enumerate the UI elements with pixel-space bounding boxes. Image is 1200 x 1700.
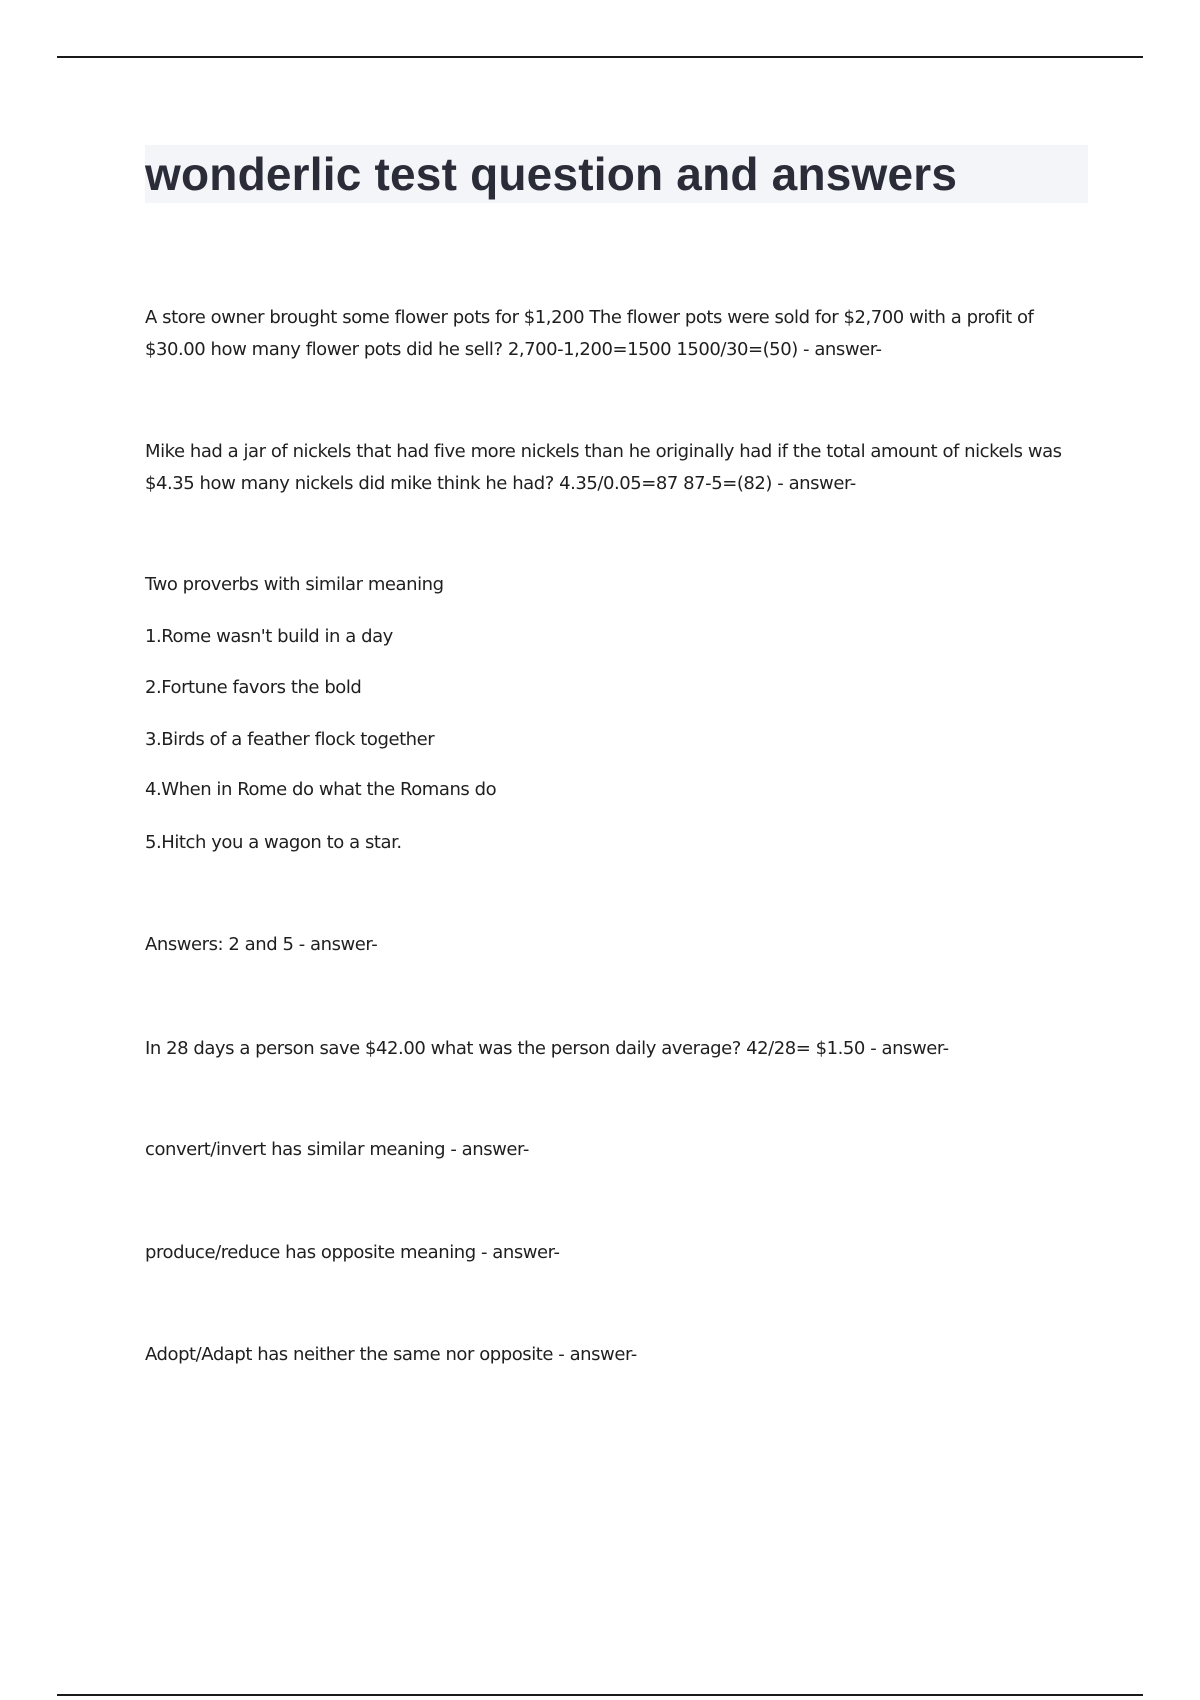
question-nickels: Mike had a jar of nickels that had five more nickels than he originally had if the total amount of nickels was $4.35 how many nickels did mike think he had? 4.35/0.05=87 87-5=(82) - answer- <box>145 441 1062 494</box>
document-title: wonderlic test question and answers <box>145 148 958 200</box>
bottom-rule <box>57 1694 1143 1696</box>
question-convert-invert: convert/invert has similar meaning - answer- <box>145 1139 529 1160</box>
proverbs-answer: Answers: 2 and 5 - answer- <box>145 934 378 955</box>
proverb-item: 1.Rome wasn't build in a day <box>145 626 393 647</box>
top-rule <box>57 56 1143 58</box>
question-produce-reduce: produce/reduce has opposite meaning - answer- <box>145 1242 560 1263</box>
proverbs-intro: Two proverbs with similar meaning <box>145 574 444 595</box>
question-flower-pots: A store owner brought some flower pots for $1,200 The flower pots were sold for $2,700 with a profit of $30.00 how many flower pots did he sell? 2,700-1,200=1500 1500/30=(50) - answer- <box>145 307 1034 360</box>
proverb-item: 2.Fortune favors the bold <box>145 677 362 698</box>
question-daily-average: In 28 days a person save $42.00 what was the person daily average? 42/28= $1.50 - answer- <box>145 1038 949 1059</box>
proverb-item: 5.Hitch you a wagon to a star. <box>145 832 402 853</box>
question-adopt-adapt: Adopt/Adapt has neither the same nor opposite - answer- <box>145 1344 637 1365</box>
proverb-item: 4.When in Rome do what the Romans do <box>145 779 497 800</box>
proverb-item: 3.Birds of a feather flock together <box>145 729 435 750</box>
